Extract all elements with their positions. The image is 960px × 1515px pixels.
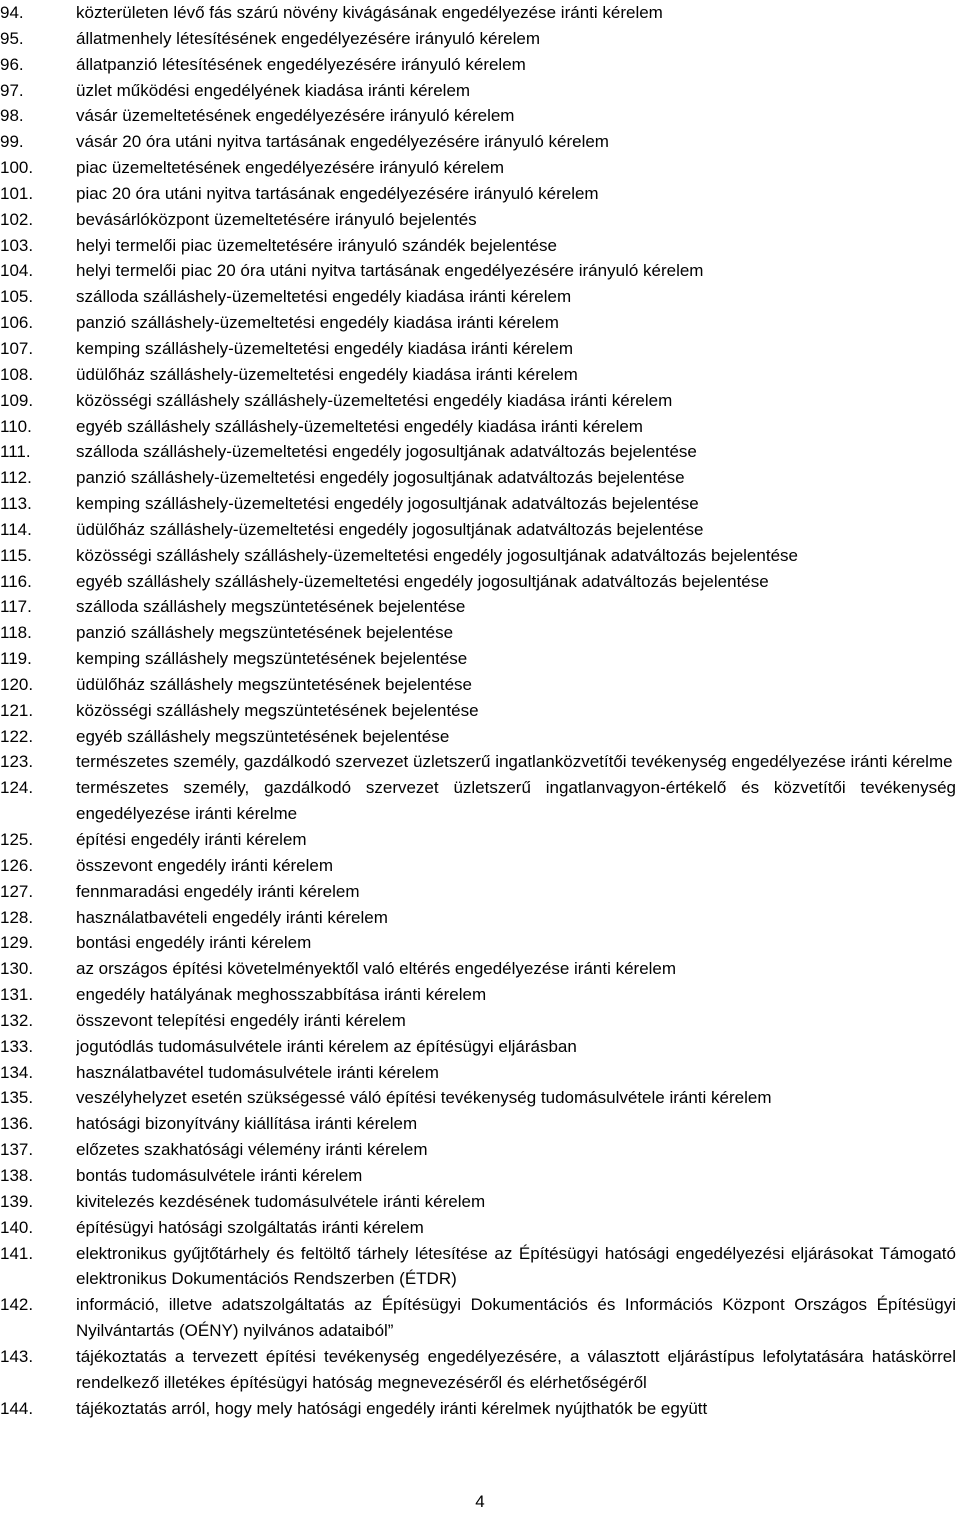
list-item-number: 130.	[0, 959, 34, 979]
list-item	[0, 1241, 956, 1293]
list-item-text: használatbavételi engedély iránti kérelem	[76, 907, 388, 927]
list-item-number: 105.	[0, 287, 34, 307]
list-item	[0, 1292, 956, 1344]
list-item	[0, 827, 956, 853]
list-item	[0, 439, 956, 465]
list-item-text: természetes személy, gazdálkodó szervezet üzletszerű ingatlanvagyon-értékelő és közvetítői tevékenység engedélyezése iránti kérelme	[76, 778, 956, 824]
list-item-text: engedély hatályának meghosszabbítása iránti kérelem	[76, 985, 487, 1005]
list-item-text: bontási engedély iránti kérelem	[76, 933, 312, 953]
list-item-number: 95.	[0, 28, 24, 48]
list-item-number: 122.	[0, 726, 34, 746]
list-item-number: 123.	[0, 752, 34, 772]
list-item	[0, 0, 956, 26]
list-item-number: 111.	[0, 442, 31, 462]
list-item-number: 117.	[0, 597, 32, 617]
list-item-text: tájékoztatás a tervezett építési tevékenység engedélyezésére, a választott eljárástípus lefolytatására hatáskörrel rendelkező illetékes építésügyi hatóság megnevezéséről és elérhetőségéről	[76, 1346, 956, 1392]
list-item-number: 107.	[0, 338, 34, 358]
list-item	[0, 1396, 956, 1422]
list-item-text: szálloda szálláshely megszüntetésének bejelentése	[76, 597, 466, 617]
list-item	[0, 388, 956, 414]
list-item-text: közösségi szálláshely megszüntetésének bejelentése	[76, 700, 479, 720]
list-item-text: bevásárlóközpont üzemeltetésére irányuló bejelentés	[76, 209, 477, 229]
list-item-text: információ, illetve adatszolgáltatás az Építésügyi Dokumentációs és Információs Központ Országos Építésügyi Nyilvántartás (OÉNY) nyilvános adataiból”	[76, 1295, 956, 1341]
list-item-number: 112.	[0, 468, 32, 488]
list-item	[0, 594, 956, 620]
list-item-number: 140.	[0, 1217, 34, 1237]
list-item	[0, 1215, 956, 1241]
list-item	[0, 491, 956, 517]
list-item-number: 135.	[0, 1088, 34, 1108]
list-item-text: fennmaradási engedély iránti kérelem	[76, 881, 360, 901]
list-item-text: egyéb szálláshely szálláshely-üzemeltetési engedély jogosultjának adatváltozás bejelentése	[76, 571, 769, 591]
list-item	[0, 26, 956, 52]
list-item	[0, 465, 956, 491]
list-item-text: piac üzemeltetésének engedélyezésére irányuló kérelem	[76, 158, 505, 178]
list-item-text: szálloda szálláshely-üzemeltetési engedély jogosultjának adatváltozás bejelentése	[76, 442, 697, 462]
list-item-text: panzió szálláshely-üzemeltetési engedély jogosultjának adatváltozás bejelentése	[76, 468, 685, 488]
list-item-number: 120.	[0, 674, 34, 694]
list-item-number: 96.	[0, 54, 24, 74]
list-item-number: 102.	[0, 209, 34, 229]
list-item-number: 136.	[0, 1114, 34, 1134]
list-item-text: előzetes szakhatósági vélemény iránti kérelem	[76, 1140, 428, 1160]
list-item	[0, 1034, 956, 1060]
list-item-number: 100.	[0, 158, 34, 178]
list-item-number: 141.	[0, 1243, 34, 1263]
list-item	[0, 155, 956, 181]
list-item	[0, 103, 956, 129]
list-item	[0, 905, 956, 931]
list-item-text: piac 20 óra utáni nyitva tartásának engedélyezésére irányuló kérelem	[76, 183, 599, 203]
list-item-text: közösségi szálláshely szálláshely-üzemeltetési engedély jogosultjának adatváltozás bejelentése	[76, 545, 798, 565]
list-item	[0, 517, 956, 543]
list-item-number: 128.	[0, 907, 34, 927]
list-item-number: 143.	[0, 1346, 34, 1366]
list-item-number: 132.	[0, 1010, 34, 1030]
list-item-text: az országos építési követelményektől való eltérés engedélyezése iránti kérelem	[76, 959, 677, 979]
list-item-text: állatpanzió létesítésének engedélyezésére irányuló kérelem	[76, 54, 526, 74]
list-item-number: 94.	[0, 3, 24, 22]
list-item-text: helyi termelői piac üzemeltetésére irányuló szándék bejelentése	[76, 235, 557, 255]
list-item-text: veszélyhelyzet esetén szükségessé váló építési tevékenység tudomásulvétele iránti kérelem	[76, 1088, 772, 1108]
list-item	[0, 1111, 956, 1137]
list-item	[0, 284, 956, 310]
list-item-text: elektronikus gyűjtőtárhely és feltöltő tárhely létesítése az Építésügyi hatósági engedélyezési eljárásokat Támogató elektronikus Dokumentációs Rendszerben (ÉTDR)	[76, 1243, 956, 1289]
list-item	[0, 1344, 956, 1396]
list-item-number: 124.	[0, 778, 34, 798]
list-item	[0, 233, 956, 259]
list-item-text: kivitelezés kezdésének tudomásulvétele iránti kérelem	[76, 1191, 486, 1211]
list-item	[0, 698, 956, 724]
list-item-number: 109.	[0, 390, 34, 410]
list-item-number: 125.	[0, 830, 34, 849]
list-item	[0, 620, 956, 646]
list-item-number: 133.	[0, 1036, 34, 1056]
list-item	[0, 956, 956, 982]
list-item	[0, 646, 956, 672]
list-item-number: 115.	[0, 545, 32, 565]
list-item-text: vásár üzemeltetésének engedélyezésére irányuló kérelem	[76, 106, 515, 126]
list-item-number: 138.	[0, 1165, 34, 1185]
list-item	[0, 1060, 956, 1086]
list-item-text: használatbavétel tudomásulvétele iránti kérelem	[76, 1062, 439, 1082]
list-item-text: építésügyi hatósági szolgáltatás iránti kérelem	[76, 1217, 424, 1237]
list-item-text: tájékoztatás arról, hogy mely hatósági engedély iránti kérelmek nyújthatók be együtt	[76, 1398, 708, 1418]
list-item	[0, 52, 956, 78]
list-item-number: 121.	[0, 700, 34, 720]
list-item	[0, 1008, 956, 1034]
list-item-text: közterületen lévő fás szárú növény kivágásának engedélyezése iránti kérelem	[76, 3, 663, 22]
list-item-text: összevont engedély iránti kérelem	[76, 855, 334, 875]
list-item-text: helyi termelői piac 20 óra utáni nyitva tartásának engedélyezésére irányuló kérelem	[76, 261, 704, 281]
list-item	[0, 930, 956, 956]
list-item	[0, 1085, 956, 1111]
list-item-text: természetes személy, gazdálkodó szervezet üzletszerű ingatlanközvetítői tevékenység engedélyezése iránti kérelme	[76, 752, 953, 772]
list-item	[0, 879, 956, 905]
list-item-number: 110.	[0, 416, 32, 436]
list-item-text: hatósági bizonyítvány kiállítása iránti kérelem	[76, 1114, 418, 1134]
list-item	[0, 543, 956, 569]
list-item-number: 113.	[0, 494, 32, 514]
list-item	[0, 1163, 956, 1189]
list-item-number: 116.	[0, 571, 32, 591]
list-item-number: 106.	[0, 313, 34, 333]
list-item-number: 99.	[0, 132, 24, 152]
list-item-number: 127.	[0, 881, 34, 901]
list-item-text: üdülőház szálláshely-üzemeltetési engedély kiadása iránti kérelem	[76, 364, 578, 384]
list-item-text: kemping szálláshely-üzemeltetési engedély jogosultjának adatváltozás bejelentése	[76, 494, 699, 514]
list-item-text: üdülőház szálláshely-üzemeltetési engedély jogosultjának adatváltozás bejelentése	[76, 519, 704, 539]
list-item-number: 134.	[0, 1062, 34, 1082]
list-item-text: panzió szálláshely megszüntetésének bejelentése	[76, 623, 454, 643]
list-item-number: 118.	[0, 623, 32, 643]
list-item	[0, 78, 956, 104]
list-item	[0, 853, 956, 879]
list-item	[0, 362, 956, 388]
list-item-number: 139.	[0, 1191, 34, 1211]
list-item-text: jogutódlás tudomásulvétele iránti kérelem az építésügyi eljárásban	[76, 1036, 577, 1056]
page-number: 4	[475, 1492, 485, 1511]
list-item-number: 129.	[0, 933, 34, 953]
list-item-number: 98.	[0, 106, 24, 126]
list-item	[0, 1189, 956, 1215]
list-item-text: panzió szálláshely-üzemeltetési engedély kiadása iránti kérelem	[76, 313, 559, 333]
list-item	[0, 775, 956, 827]
list-item-text: üdülőház szálláshely megszüntetésének bejelentése	[76, 674, 472, 694]
list-item	[0, 1137, 956, 1163]
list-item-text: egyéb szálláshely megszüntetésének bejelentése	[76, 726, 450, 746]
list-item-text: állatmenhely létesítésének engedélyezésére irányuló kérelem	[76, 28, 540, 48]
list-item-number: 114.	[0, 519, 32, 539]
list-item-text: üzlet működési engedélyének kiadása iránti kérelem	[76, 80, 471, 100]
list-item	[0, 414, 956, 440]
list-item-number: 104.	[0, 261, 34, 281]
list-item-number: 131.	[0, 985, 34, 1005]
list-item	[0, 129, 956, 155]
list-item	[0, 310, 956, 336]
list-item-text: kemping szálláshely megszüntetésének bejelentése	[76, 649, 468, 669]
list-item-text: szálloda szálláshely-üzemeltetési engedély kiadása iránti kérelem	[76, 287, 572, 307]
list-item	[0, 258, 956, 284]
list-item-number: 119.	[0, 649, 32, 669]
list-item-text: kemping szálláshely-üzemeltetési engedély kiadása iránti kérelem	[76, 338, 574, 358]
list-item-text: közösségi szálláshely szálláshely-üzemeltetési engedély kiadása iránti kérelem	[76, 390, 673, 410]
list-item-number: 144.	[0, 1398, 34, 1418]
list-item	[0, 749, 956, 775]
list-item-text: bontás tudomásulvétele iránti kérelem	[76, 1165, 363, 1185]
list-item	[0, 724, 956, 750]
list-item-number: 97.	[0, 80, 24, 100]
list-item-text: egyéb szálláshely szálláshely-üzemeltetési engedély kiadása iránti kérelem	[76, 416, 643, 436]
list-item-number: 126.	[0, 855, 34, 875]
list-item-number: 108.	[0, 364, 34, 384]
list-item	[0, 181, 956, 207]
list-item-number: 142.	[0, 1295, 34, 1315]
list-item-number: 137.	[0, 1140, 34, 1160]
list-item	[0, 982, 956, 1008]
list-item	[0, 672, 956, 698]
list-item-number: 101.	[0, 183, 34, 203]
list-item-text: összevont telepítési engedély iránti kérelem	[76, 1010, 406, 1030]
list-item	[0, 569, 956, 595]
list-item	[0, 207, 956, 233]
list-item-text: vásár 20 óra utáni nyitva tartásának engedélyezésére irányuló kérelem	[76, 132, 609, 152]
list-item-number: 103.	[0, 235, 34, 255]
list-item	[0, 336, 956, 362]
list-item-text: építési engedély iránti kérelem	[76, 830, 307, 849]
